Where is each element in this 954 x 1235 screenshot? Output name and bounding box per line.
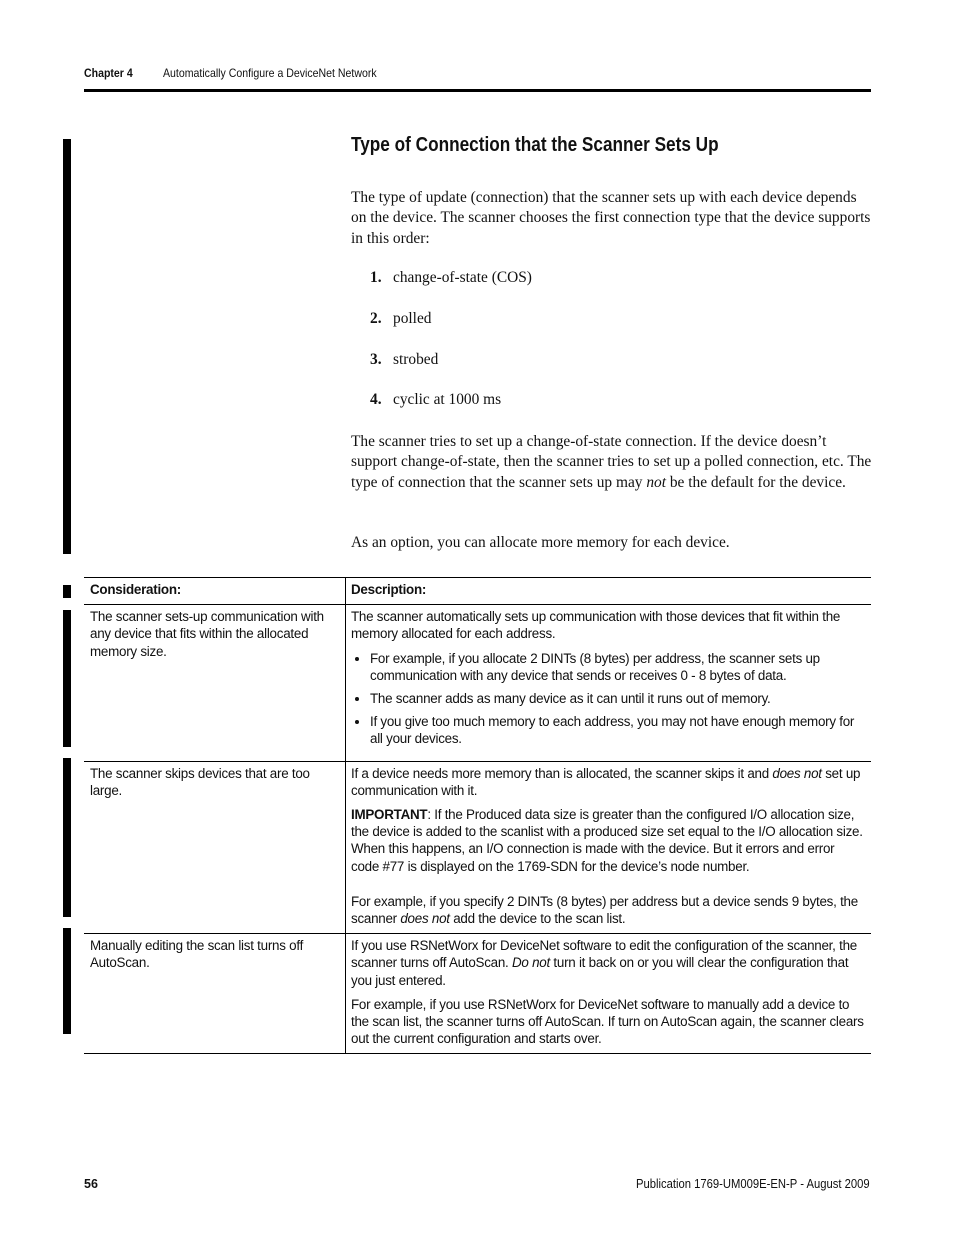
- header-rule: [84, 89, 871, 92]
- step-number: 3.: [370, 351, 382, 368]
- description-cell: [346, 762, 871, 934]
- description-text: [351, 765, 865, 799]
- considerations-table: [84, 577, 871, 1054]
- important-text: : If the Produced data size is greater than the configured I/O allocation size, the device is added to the scanlist with a produced size set equal to the I/O allocation size. When this happens, an I/O connection is made with the device. But it errors and error code #77 is displayed on the 1769-SDN for the device’s node number.: [351, 807, 863, 874]
- emphasis: Do not: [511, 955, 550, 971]
- consideration-cell: The scanner skips devices that are too large.: [84, 762, 346, 934]
- description-cell: [346, 605, 871, 760]
- text-span: If you use RSNetWorx for DeviceNet software to edit the configuration of the scanner, the scanner turns off AutoScan.: [351, 938, 857, 971]
- text-span: turn it back on or you will clear the configuration that you just entered.: [351, 955, 849, 988]
- table-header-row: [84, 577, 871, 604]
- explanation-paragraph: [351, 432, 873, 493]
- text-span: set up communication with it.: [351, 765, 861, 798]
- description-text: [351, 893, 865, 927]
- bullet-list: [351, 650, 865, 748]
- step-text: polled: [393, 310, 432, 327]
- description-text: For example, if you use RSNetWorx for DeviceNet software to manually add a device to the scan list, the scanner turns off AutoScan. If turn on AutoScan again, the scanner clears out the current configuration and starts over.: [351, 996, 864, 1047]
- header-consideration: Consideration:: [84, 578, 346, 604]
- table-row: [84, 604, 871, 760]
- list-item: [370, 310, 431, 328]
- important-label: IMPORTANT: [351, 807, 428, 823]
- description-text: The scanner automatically sets up communication with those devices that fit within the memory allocated for each address.: [351, 609, 841, 642]
- intro-paragraph: The type of update (connection) that the scanner sets up with each device depends on the device. The scanner chooses the first connection type that the device supports in this order:: [351, 189, 871, 247]
- list-item: [370, 391, 501, 409]
- bullet-item: • For example, if you allocate 2 DINTs (8 bytes) per address, the scanner sets up communication with any device that sends or receives 0 - 8 bytes of data.: [370, 650, 865, 684]
- step-text: strobed: [393, 351, 439, 368]
- list-item: [370, 351, 438, 369]
- text-span: The scanner tries to set up a change-of-state connection. If the device doesn’t support change-of-state, then the scanner tries to set up a polled connection, etc. The type of connection that the scanner sets up may: [351, 433, 872, 491]
- list-item: [370, 269, 532, 287]
- step-number: 2.: [370, 310, 382, 327]
- change-bar: [63, 758, 71, 917]
- change-bar: [63, 928, 71, 1034]
- text-span: For example, if you specify 2 DINTs (8 bytes) per address but a device sends 9 bytes, the scanner: [351, 893, 858, 927]
- header-description: Description:: [351, 582, 427, 597]
- emphasis: does not: [772, 765, 822, 781]
- step-text: change-of-state (COS): [393, 269, 532, 286]
- section-title: Type of Connection that the Scanner Sets Up: [351, 134, 719, 156]
- publication-info: Publication 1769-UM009E-EN-P - August 2009: [636, 1177, 870, 1191]
- change-bar: [63, 139, 71, 554]
- change-bar: [63, 610, 71, 747]
- emphasis: not: [646, 473, 666, 491]
- page-number: 56: [84, 1177, 98, 1191]
- emphasis: does not: [400, 911, 450, 927]
- chapter-label: Chapter 4: [84, 66, 133, 80]
- text-span: be the default for the device.: [666, 473, 846, 491]
- bullet-item: • If you give too much memory to each address, you may not have enough memory for all your devices.: [370, 713, 865, 747]
- bullet-item: • The scanner adds as many device as it can until it runs out of memory.: [370, 690, 865, 707]
- step-number: 4.: [370, 391, 382, 408]
- important-note: [351, 806, 865, 875]
- text-span: add the device to the scan list.: [449, 911, 626, 927]
- text-span: If a device needs more memory than is allocated, the scanner skips it and: [351, 765, 773, 781]
- consideration-cell: Manually editing the scan list turns off AutoScan.: [84, 934, 346, 1053]
- description-cell: [346, 934, 871, 1053]
- table-row: [84, 933, 871, 1054]
- chapter-title: Automatically Configure a DeviceNet Network: [163, 66, 377, 80]
- change-bar: [63, 585, 71, 598]
- table-row: [84, 761, 871, 934]
- description-text: [351, 937, 865, 989]
- step-text: cyclic at 1000 ms: [393, 391, 502, 408]
- step-number: 1.: [370, 269, 382, 286]
- consideration-cell: The scanner sets-up communication with any device that fits within the allocated memory size.: [84, 605, 346, 760]
- option-paragraph: As an option, you can allocate more memory for each device.: [351, 534, 730, 551]
